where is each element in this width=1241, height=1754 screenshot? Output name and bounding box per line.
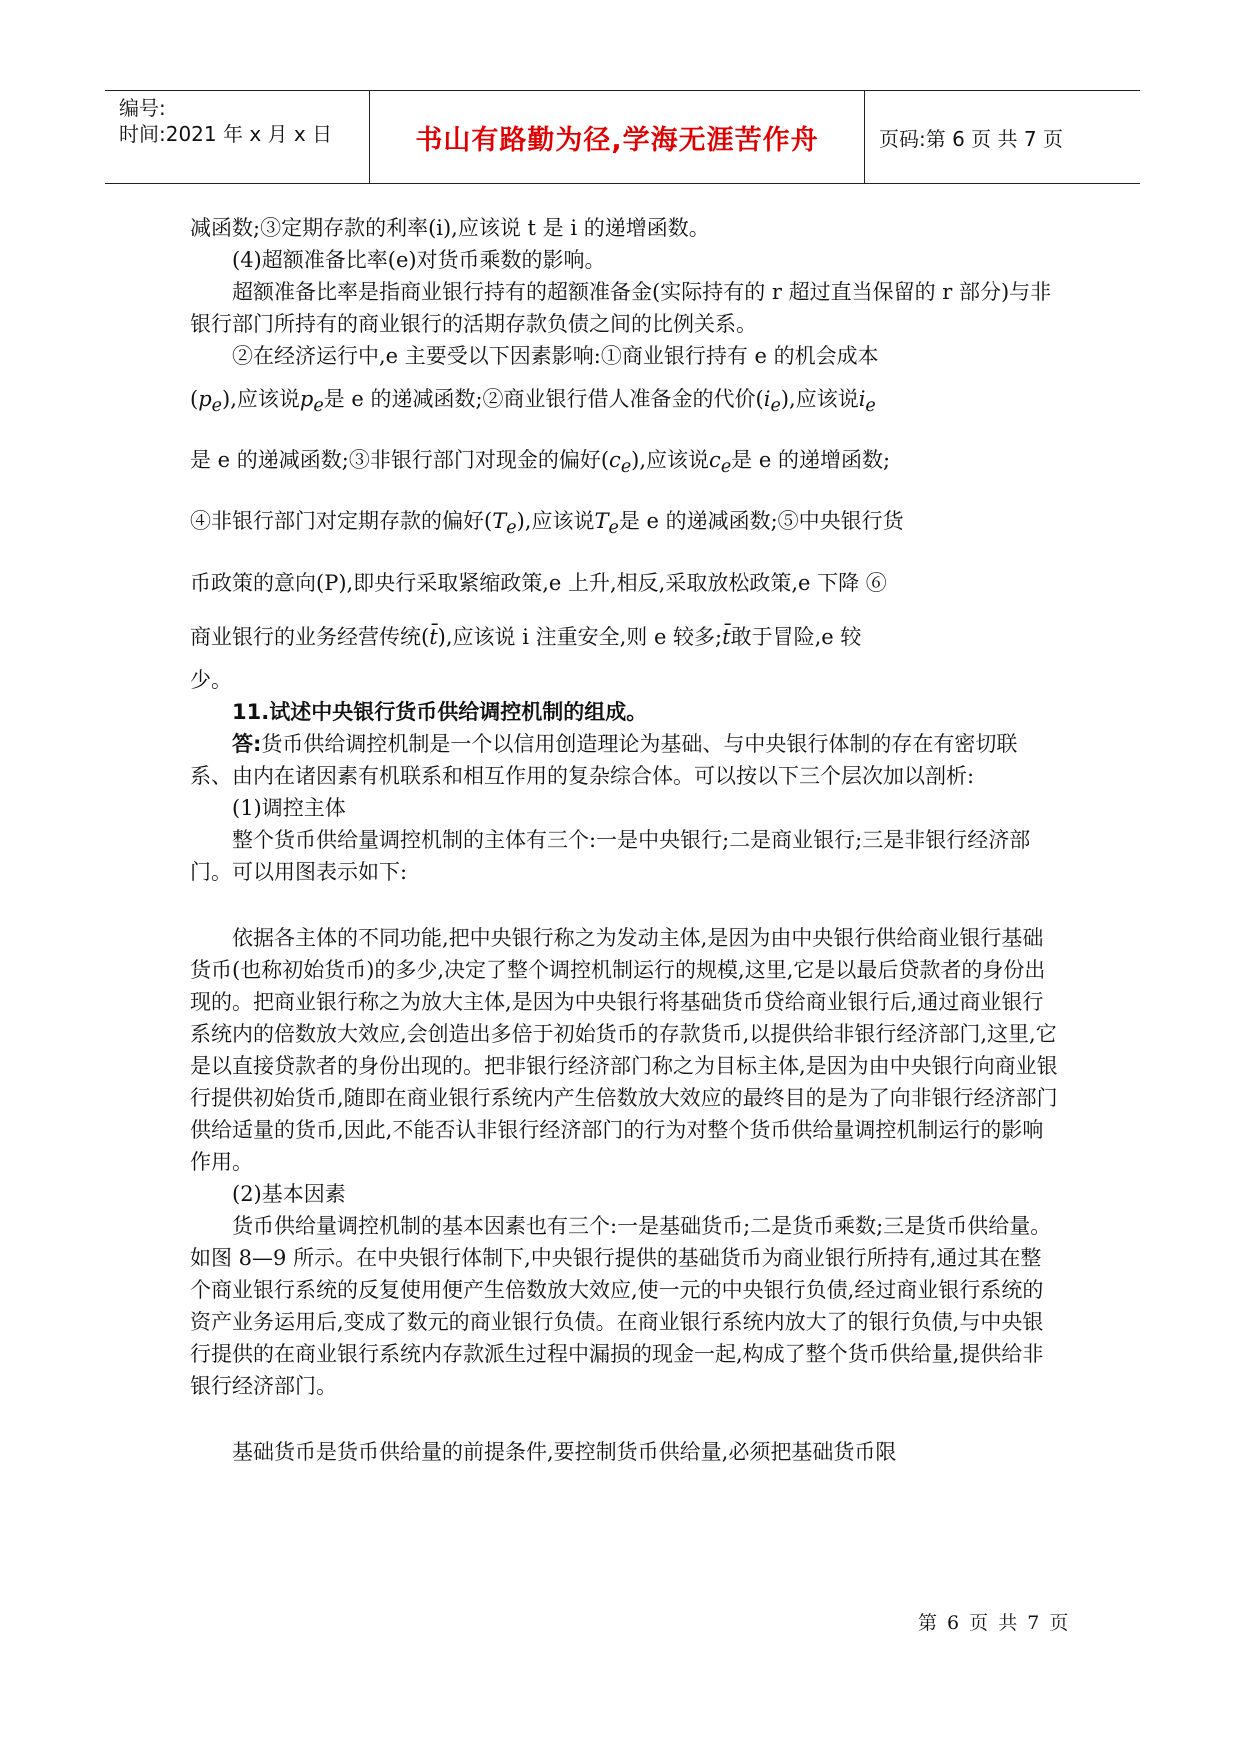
math-Te: $T_e$ (492, 509, 517, 539)
paragraph-with-math: $(p_e)$,应该说$p_e$是 e 的递减函数;②商业银行借人准备金的代价$(i_e)$,应该说$i_e$ (190, 387, 876, 417)
question-heading: 11.试述中央银行货币供给调控机制的组成。 (232, 699, 648, 724)
math-pe: $p_e$ (198, 387, 223, 417)
page-label: 页码:第 6 页 共 7 页 (879, 126, 1063, 151)
paragraph: 货币供给量调控机制的基本因素也有三个:一是基础货币;二是货币乘数;三是货币供给量。如图 8—9 所示。在中央银行体制下,中央银行提供的基础货币为商业银行所持有,通过其在整个商业银行系统的反复使用便产生倍数放大效应,使一元的中央银行负债,经过商业银行系统的资产业务运用后,变成了数元的商业银行负债。在商业银行系统内放大了的银行负债,与中央银行提供的在商业银行系统内存款派生过程中漏损的现金一起,构成了整个货币供给量,提供给非银行经济部门。 (190, 1213, 1052, 1398)
math-t-bar: t̄ (429, 624, 438, 649)
paragraph: 币政策的意向(P),即央行采取紧缩政策,e 上升,相反,采取放松政策,e 下降 ⑥ (190, 570, 887, 595)
number-label: 编号: (119, 96, 166, 120)
figure-placeholder (190, 1402, 1058, 1436)
paragraph: (4)超额准备比率(e)对货币乘数的影响。 (232, 248, 606, 272)
paragraph: 少。 (190, 667, 232, 692)
paragraph-with-math: 商业银行的业务经营传统(t̄),应该说 i 注重安全,则 e 较多;t̄敢于冒险,e 较 (190, 624, 862, 649)
paragraph: 基础货币是货币供给量的前提条件,要控制货币供给量,必须把基础货币限 (232, 1439, 897, 1464)
paragraph-with-math: 是 e 的递减函数;③非银行部门对现金的偏好$(c_e)$,应该说$c_e$是 e 的递增函数; (190, 448, 891, 478)
motto: 书山有路勤为径,学海无涯苦作舟 (415, 124, 819, 156)
math-ie: $i_e$ (763, 387, 781, 417)
paragraph: 整个货币供给量调控机制的主体有三个:一是中央银行;二是商业银行;三是非银行经济部门。可以用图表示如下: (190, 827, 1031, 884)
paragraph: 超额准备比率是指商业银行持有的超额准备金(实际持有的 r 超过直当保留的 r 部分)与非银行部门所持有的商业银行的活期存款负债之间的比例关系。 (190, 280, 1052, 336)
math-t-bar: t̄ (722, 624, 731, 649)
page-header (105, 90, 1140, 184)
paragraph-with-math: ④非银行部门对定期存款的偏好$(T_e)$,应该说$T_e$是 e 的递减函数;⑤中央银行货 (190, 509, 904, 539)
math-ie: $i_e$ (858, 387, 876, 417)
figure-placeholder (190, 888, 1058, 922)
math-pe: $p_e$ (299, 387, 324, 417)
answer-label: 答: (232, 731, 262, 756)
paragraph: 依据各主体的不同功能,把中央银行称之为发动主体,是因为由中央银行供给商业银行基础货币(也称初始货币)的多少,决定了整个调控机制运行的规模,这里,它是以最后贷款者的身份出现的。把商业银行称之为放大主体,是因为中央银行将基础货币贷给商业银行后,通过商业银行系统内的倍数放大效应,会创造出多倍于初始货币的存款货币,以提供给非银行经济部门,这里,它是以直接贷款者的身份出现的。把非银行经济部门称之为目标主体,是因为由中央银行向商业银行提供初始货币,随即在商业银行系统内产生倍数放大效应的最终目的是为了向非银行经济部门供给适量的货币,因此,不能否认非银行经济部门的行为对整个货币供给量调控机制运行的影响作用。 (190, 925, 1058, 1174)
section-heading: (1)调控主体 (232, 795, 346, 820)
header-motto-cell (370, 91, 865, 183)
page-footer: 第 6 页 共 7 页 (918, 1612, 1071, 1634)
math-ce: $c_e$ (709, 448, 732, 478)
paragraph: ②在经济运行中,e 主要受以下因素影响:①商业银行持有 e 的机会成本 (232, 344, 879, 368)
header-meta (105, 91, 370, 183)
section-heading: (2)基本因素 (232, 1181, 346, 1206)
header-page-cell (865, 91, 1154, 183)
paragraph: 减函数;③定期存款的利率(i),应该说 t 是 i 的递增函数。 (190, 216, 710, 240)
answer-paragraph: 答:货币供给调控机制是一个以信用创造理论为基础、与中央银行体制的存在有密切联系、由内在诸因素有机联系和相互作用的复杂综合体。可以按以下三个层次加以剖析: (190, 731, 1018, 788)
math-ce: $c_e$ (609, 448, 632, 478)
math-Te: $T_e$ (594, 509, 619, 539)
time-label: 时间:2021 年 x 月 x 日 (119, 122, 333, 146)
document-body (190, 212, 1058, 1468)
